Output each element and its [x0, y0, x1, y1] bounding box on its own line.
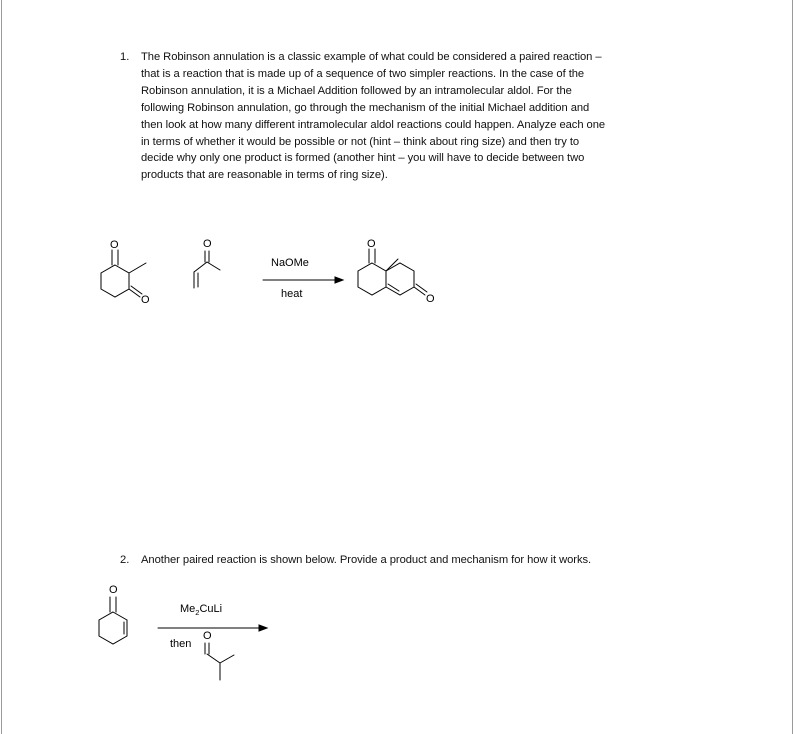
- question-1-line: in terms of whether it would be possible or not (hint – think about ring size) and then try to: [141, 135, 580, 148]
- reagent-then: then: [170, 638, 192, 650]
- question-1-line: that is a reaction that is made up of a sequence of two simpler reactions. In the case of the: [141, 67, 585, 80]
- reagent-naome: NaOMe: [271, 257, 309, 269]
- methyl-bond: [207, 262, 220, 270]
- carbonyl-bond: [131, 286, 142, 294]
- reaction-arrow-2: [158, 603, 267, 680]
- oxygen-atom-label: O: [203, 238, 212, 250]
- ring-double-bond: [388, 284, 399, 291]
- question-1-line: The Robinson annulation is a classic example of what could be considered a paired reaction –: [141, 51, 602, 63]
- question-2-number: 2.: [120, 554, 130, 566]
- reagent-subscript: 2: [195, 608, 200, 617]
- vinyl-bond: [194, 262, 207, 272]
- oxygen-atom-label: O: [367, 238, 376, 250]
- cyclohexane-ring: [101, 265, 129, 297]
- reactant-methyl-vinyl-ketone: [194, 238, 220, 288]
- question-1-line: then look at how many different intramolecular aldol reactions could happen. Analyze each one: [141, 118, 606, 131]
- oxygen-atom-label: O: [426, 293, 435, 305]
- question-1-line: products that are reasonable in terms of ring size).: [141, 169, 388, 182]
- chain-bond: [220, 655, 234, 663]
- carbonyl-bond: [414, 287, 425, 295]
- left-ring: [358, 263, 386, 295]
- reactant-methylcyclohexanedione: [101, 239, 150, 306]
- oxygen-atom-label: O: [141, 294, 150, 306]
- chain-bond: [207, 654, 220, 663]
- methyl-bond: [129, 263, 146, 273]
- question-1-number: 1.: [120, 51, 130, 63]
- reagent-me: Me: [180, 603, 196, 615]
- reaction-arrow-1: [263, 257, 343, 300]
- reactant-cyclohexenone: [99, 584, 127, 644]
- arrow-head: [335, 277, 343, 283]
- arrow-head: [259, 625, 267, 631]
- question-2-text: Another paired reaction is shown below. Provide a product and mechanism for how it works.: [141, 554, 592, 566]
- right-ring: [386, 263, 414, 295]
- question-1-line: Robinson annulation, it is a Michael Addition followed by an intramolecular aldol. For the: [141, 84, 572, 97]
- oxygen-atom-label: O: [110, 239, 119, 251]
- cyclohexene-ring: [99, 612, 127, 644]
- oxygen-atom-label: O: [109, 584, 118, 596]
- carbonyl-bond: [129, 289, 140, 297]
- product-wieland-miescher-ketone: [358, 238, 435, 305]
- reagent-culi: CuLi: [199, 603, 223, 615]
- question-1-line: following Robinson annulation, go through the mechanism of the initial Michael addition and: [141, 101, 590, 114]
- reagent-heat: heat: [281, 288, 303, 300]
- oxygen-atom-label: O: [203, 630, 212, 642]
- reagent-cuprate: [180, 603, 222, 617]
- carbonyl-bond: [416, 284, 427, 292]
- question-1-line: decide why only one product is formed (another hint – you will have to decide between two: [141, 152, 585, 165]
